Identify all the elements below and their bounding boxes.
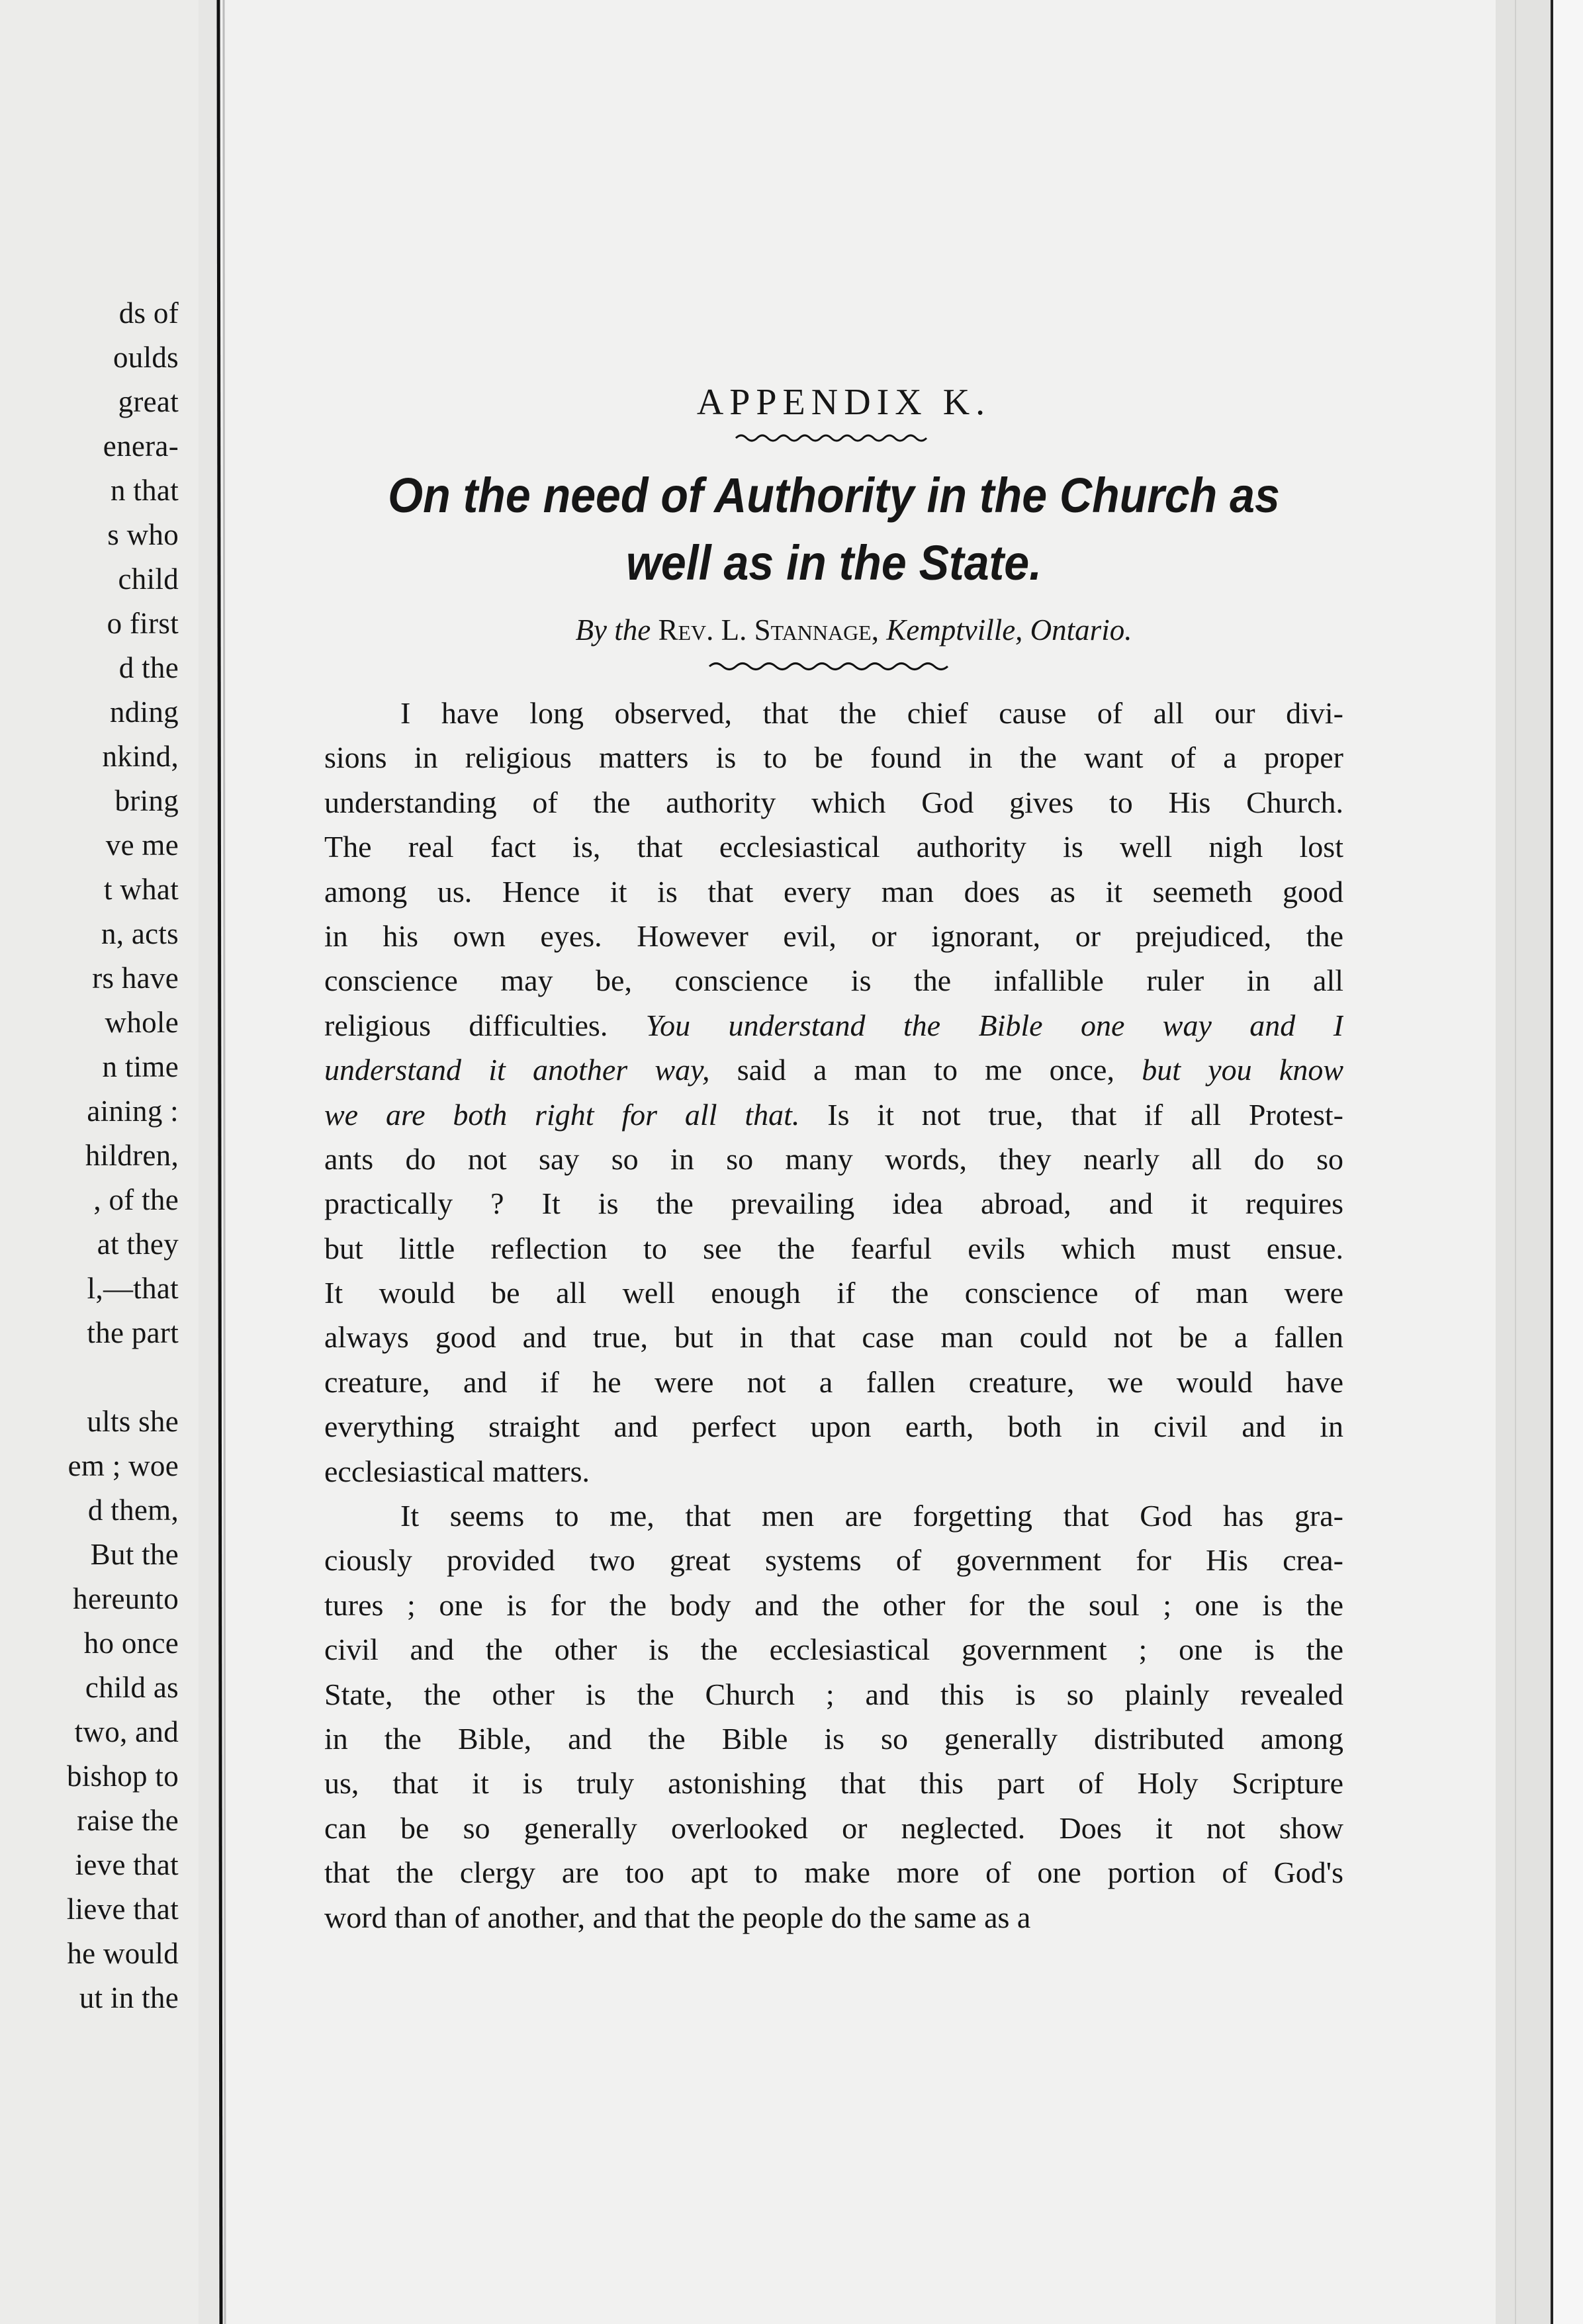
facing-page-line: ve me [105,828,179,862]
text-line [324,1003,1343,1048]
text-line [324,1850,1343,1895]
text-line [324,1093,1343,1137]
text-run: can be so generally overlooked or neglected. Does it not show [324,1810,1343,1845]
italic-text: understand it another way, [324,1053,710,1087]
facing-page-line: great [118,385,179,418]
text-line [324,870,1343,914]
facing-page-line [67,1355,179,1400]
facing-page-line: bring [114,784,179,817]
text-run: us, that it is truly astonishing that this part of Holy Scripture [324,1766,1343,1801]
author-place: Kemptville, Ontario. [886,613,1132,647]
facing-page-line: n that [110,474,179,507]
facing-page-line: ieve that [75,1848,179,1881]
facing-page-line: child [118,562,179,596]
text-line [324,825,1343,869]
text-run: I have long observed, that the chief cause of all our divi- [400,696,1343,730]
italic-text: we are both right for all that. [324,1097,800,1132]
italic-text: but you know [1142,1053,1343,1087]
text-line [324,691,1343,735]
facing-page-line: raise the [77,1804,179,1837]
text-line [324,1048,1343,1092]
facing-page-line: enera- [103,429,179,463]
facing-page-fragment [0,291,179,2104]
italic-text: You understand the Bible one way and I [645,1008,1343,1042]
facing-page-line: s who [107,518,179,551]
byline-prefix: By the [575,613,651,647]
text-line [324,1360,1343,1404]
text-line [324,735,1343,780]
facing-page-line: ults she [87,1405,179,1438]
facing-page-line: child as [85,1671,179,1704]
facing-page-line: the part [87,1316,179,1349]
text-run: sions in religious matters is to be found in the want of a proper [324,740,1343,775]
text-run: State, the other is the Church ; and this is so plainly revealed [324,1677,1343,1711]
text-line [324,1672,1343,1717]
text-run: in his own eyes. However evil, or ignorant, or prejudiced, the [324,918,1343,953]
paragraph [324,691,1343,1494]
page [324,384,1343,1940]
text-line [324,1494,1343,1538]
text-line [324,1181,1343,1226]
facing-page-line: nding [109,695,179,729]
facing-page-line: n, acts [101,917,179,950]
text-run: ecclesiastical matters. [324,1454,590,1488]
title-line-1: On the need of Authority in the Church as [388,468,1280,523]
text-run: among us. Hence it is that every man does as it seemeth good [324,874,1343,909]
facing-page-line: aining : [87,1095,179,1128]
facing-page-line: ds of [118,296,179,330]
author-name: Rev. L. Stannage, [658,613,879,647]
text-run: The real fact is, that ecclesiastical authority is well nigh lost [324,830,1343,864]
wavy-rule-ornament [708,659,960,674]
facing-page-line: lieve that [66,1893,179,1926]
text-run: ants do not say so in so many words, they nearly all do so [324,1141,1343,1176]
text-run: everything straight and perfect upon earth, both in civil and in [324,1409,1343,1444]
facing-page-line: , of the [93,1183,179,1216]
facing-page-line: bishop to [67,1760,179,1793]
facing-page-line: em ; woe [68,1449,179,1482]
body-text [324,691,1343,1940]
facing-page-line: at they [97,1228,179,1261]
text-run: said a man to me once, [709,1053,1142,1087]
text-run: that the clergy are too apt to make more of one portion of God's [324,1855,1343,1890]
paragraph [324,1494,1343,1940]
text-run: word than of another, and that the people do the same as a [324,1900,1031,1934]
text-line [324,1538,1343,1582]
facing-page-line: d the [118,651,179,684]
text-line [324,1627,1343,1672]
text-line [324,1404,1343,1449]
text-line [324,1895,1343,1940]
text-run: tures ; one is for the body and the other for the soul ; one is the [324,1587,1343,1622]
facing-page-line: ho once [83,1627,179,1660]
text-run: conscience may be, conscience is the infallible ruler in all [324,963,1343,998]
facing-page-line: nkind, [102,740,179,773]
title-line-2: well as in the State. [625,535,1042,590]
text-line [324,1449,1343,1494]
text-run: ciously provided two great systems of government for His crea- [324,1543,1343,1578]
facing-page-line: n time [102,1050,179,1083]
text-line [324,1717,1343,1761]
text-run: civil and the other is the ecclesiastical government ; one is the [324,1632,1343,1667]
text-line [324,958,1343,1003]
article-title [365,462,1303,597]
facing-page-line: t what [103,873,179,906]
facing-page-line: d them, [87,1494,179,1527]
facing-page-line: rs have [92,961,179,995]
text-line [324,1583,1343,1627]
facing-page-line: o first [107,607,179,640]
text-line [324,780,1343,825]
text-run: creature, and if he were not a fallen creature, we would have [324,1364,1343,1399]
text-line [324,1761,1343,1805]
text-run: understanding of the authority which God gives to His Church. [324,785,1343,819]
facing-page-line: whole [105,1006,179,1039]
text-line [324,1806,1343,1850]
text-run: It would be all well enough if the conscience of man were [324,1276,1343,1310]
facing-page-text [67,291,179,2020]
facing-page-line: he would [67,1937,179,1970]
text-run: in the Bible, and the Bible is so generally distributed among [324,1721,1343,1756]
wavy-rule-ornament [735,431,933,445]
facing-page-line: two, and [74,1715,179,1748]
text-run: It seems to me, that men are forgetting that God has gra- [400,1499,1343,1533]
text-run: religious difficulties. [324,1008,646,1042]
text-line [324,1137,1343,1181]
text-run: always good and true, but in that case man could not be a fallen [324,1320,1343,1355]
text-run: practically ? It is the prevailing idea abroad, and it requires [324,1186,1343,1221]
facing-page-line: But the [90,1538,179,1571]
facing-page-line: hildren, [85,1139,179,1172]
text-line [324,1271,1343,1315]
facing-page-line: l,—that [87,1272,179,1305]
facing-page-line: hereunto [73,1582,179,1615]
text-run: but little reflection to see the fearful evils which must ensue. [324,1231,1343,1265]
facing-page-line: ut in the [79,1981,179,2014]
text-run: Is it not true, that if all Protest- [799,1097,1343,1132]
facing-page-line: oulds [113,341,179,374]
appendix-heading: APPENDIX K. [696,382,991,423]
text-line [324,1226,1343,1271]
text-line [324,1315,1343,1359]
byline [364,613,1343,647]
text-line [324,914,1343,958]
